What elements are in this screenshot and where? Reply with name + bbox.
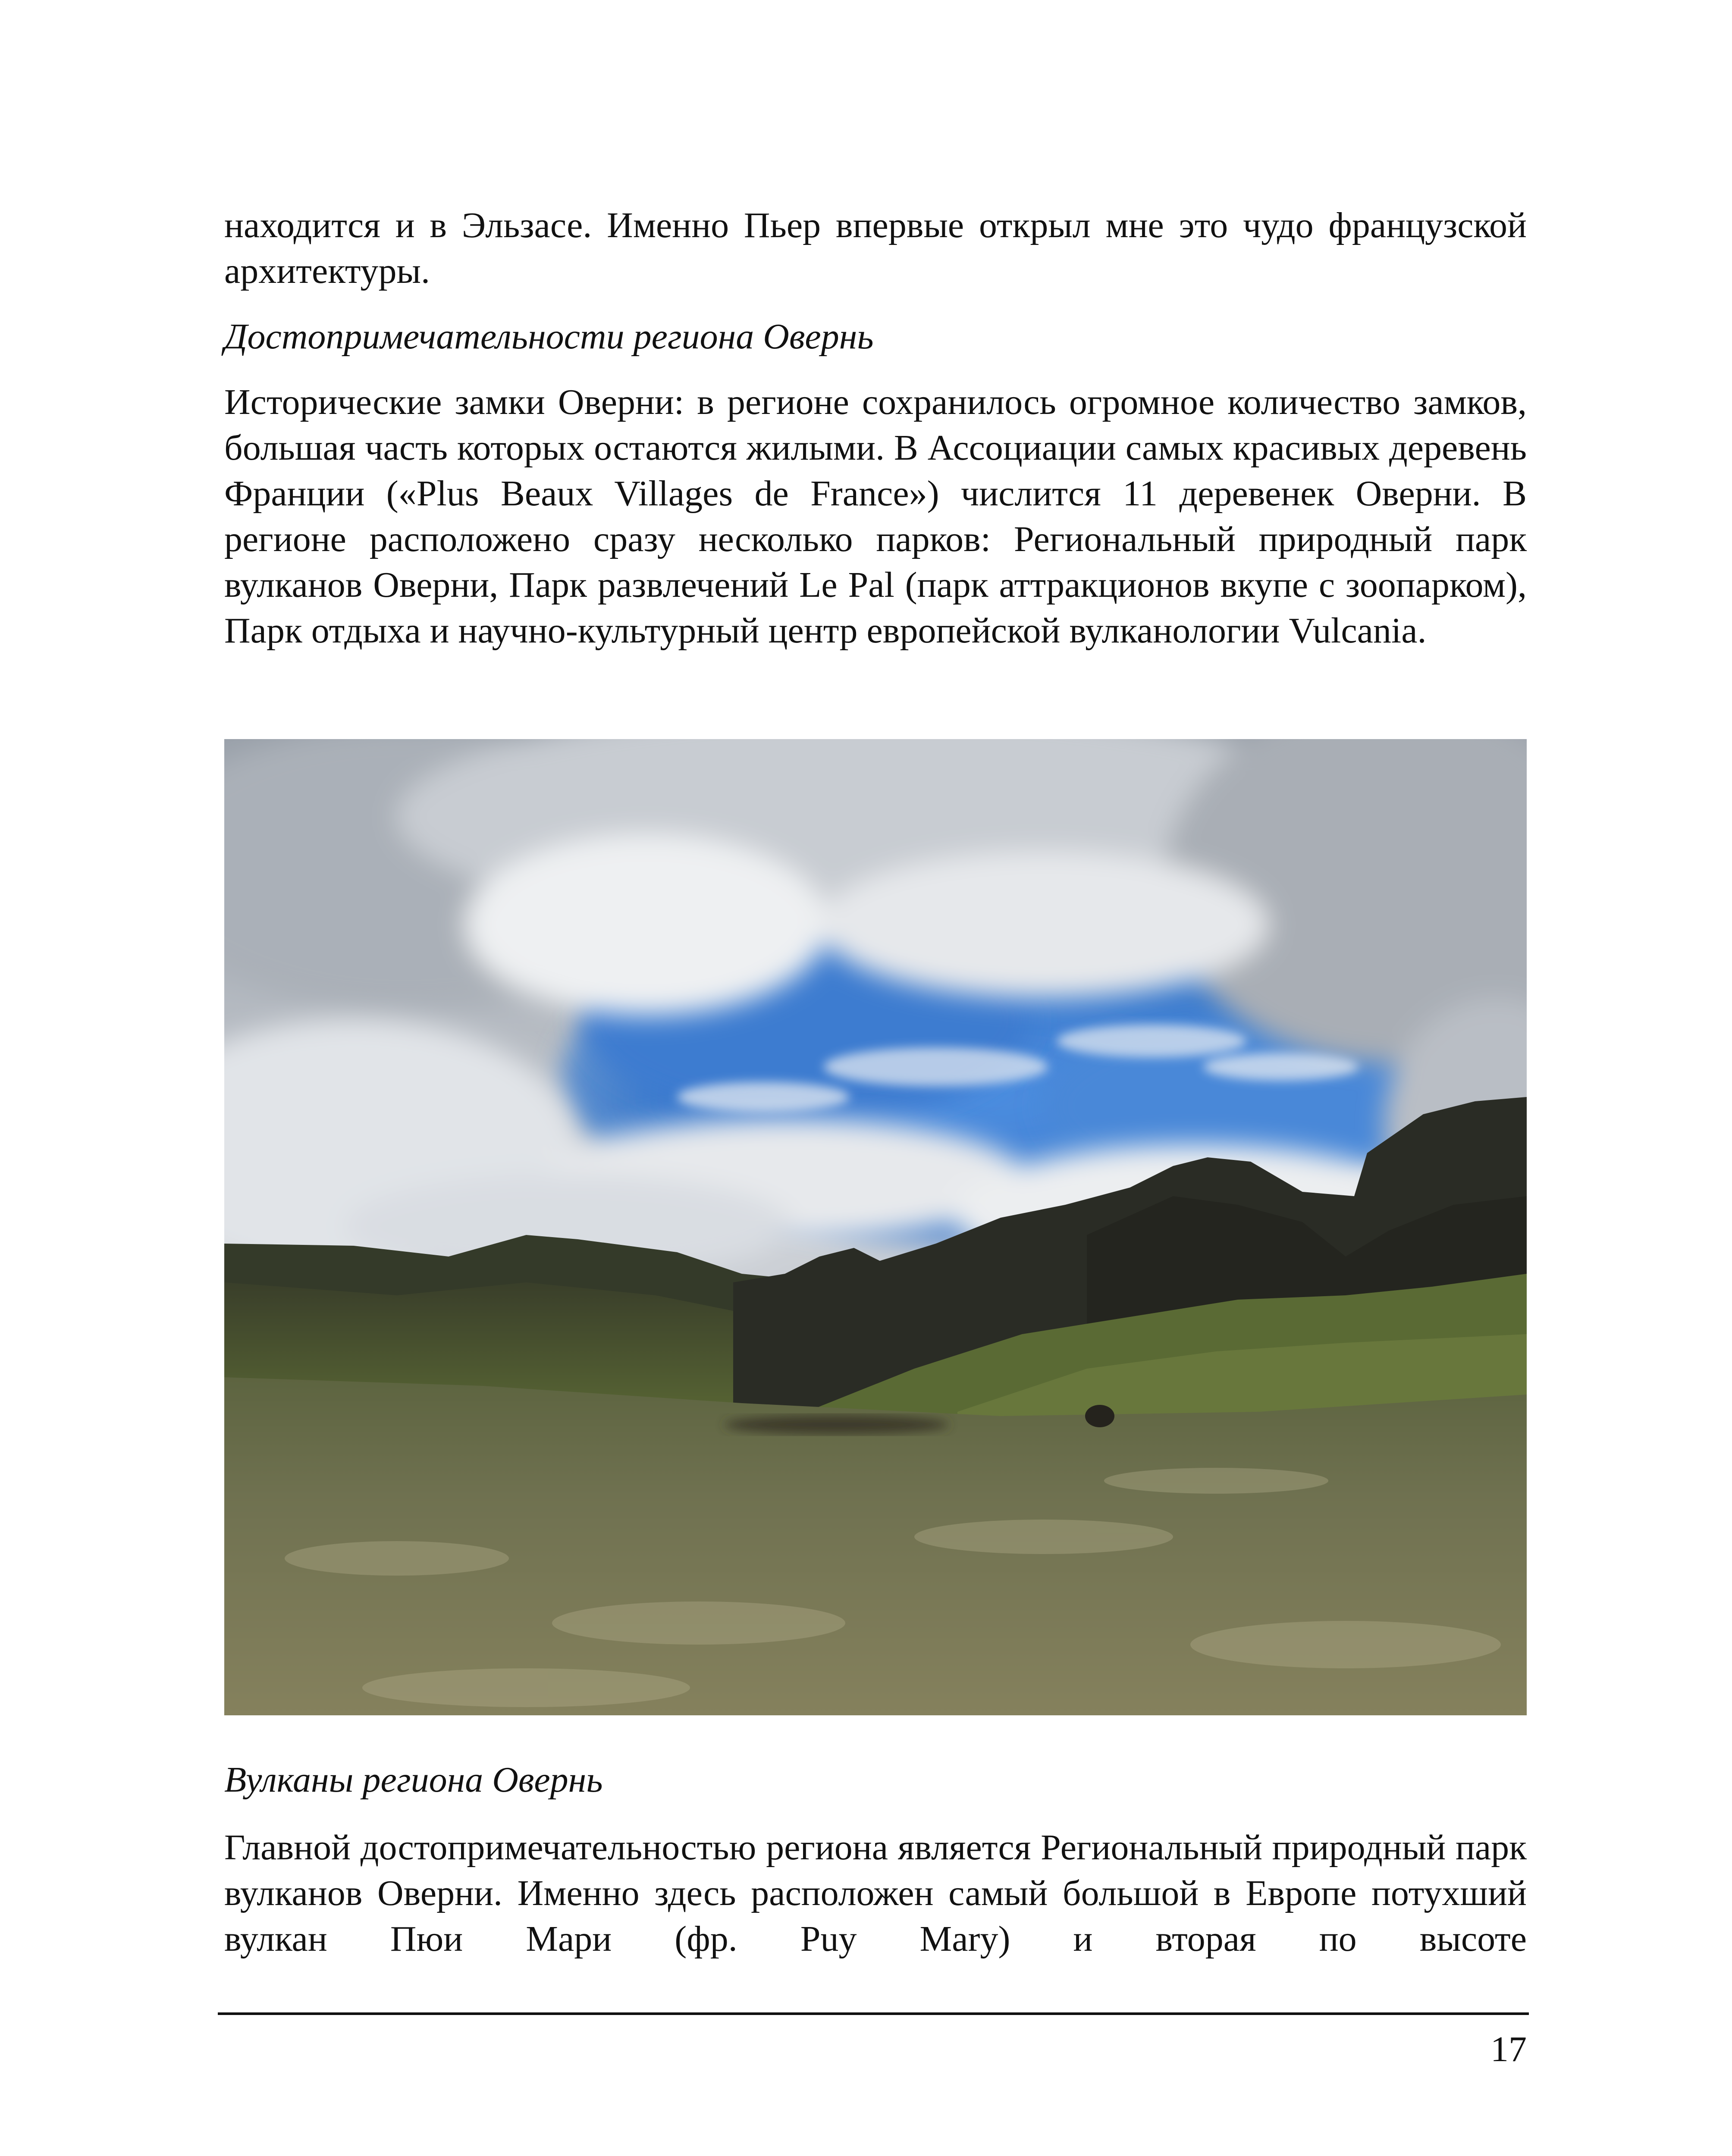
- heading-sights-text: Достопримечательности региона Овернь: [224, 317, 874, 357]
- paragraph-sights: [224, 379, 1527, 654]
- page-number: 17: [1490, 2029, 1527, 2069]
- paragraph-volcanoes-text: Главной достопримечательностью региона является Региональный природный парк вулканов Оверни. Именно здесь расположен самый большой в Европе потухший вулкан Пюи Мари (фр. Puy Mary) и вторая по высоте: [224, 1827, 1527, 1959]
- heading-volcanoes-text: Вулканы региона Овернь: [224, 1760, 603, 1800]
- paragraph-top-text: находится и в Эльзасе. Именно Пьер впервые открыл мне это чудо французской архитектуры.: [224, 205, 1527, 291]
- footer-divider: [218, 2012, 1529, 2015]
- paragraph-top: [224, 203, 1527, 294]
- volcanic-valley-illustration: [224, 739, 1527, 1715]
- landscape-photo: [224, 739, 1527, 1715]
- paragraph-sights-text: Исторические замки Оверни: в регионе сохранилось огромное количество замков, большая часть которых остаются жилыми. В Ассоциации самых красивых деревень Франции («Plus Beaux Villages de France») числится 11 деревенек Оверни. В регионе расположено сразу несколько парков: Региональный природный парк вулканов Оверни, Парк развлечений Le Pal (парк аттракционов вкупе с зоопарком), Парк отдыха и научно-культурный центр европейской вулканологии Vulcania.: [224, 382, 1527, 651]
- paragraph-volcanoes: [224, 1825, 1527, 1962]
- heading-volcanoes: [224, 1757, 1527, 1803]
- heading-sights: [224, 314, 1527, 360]
